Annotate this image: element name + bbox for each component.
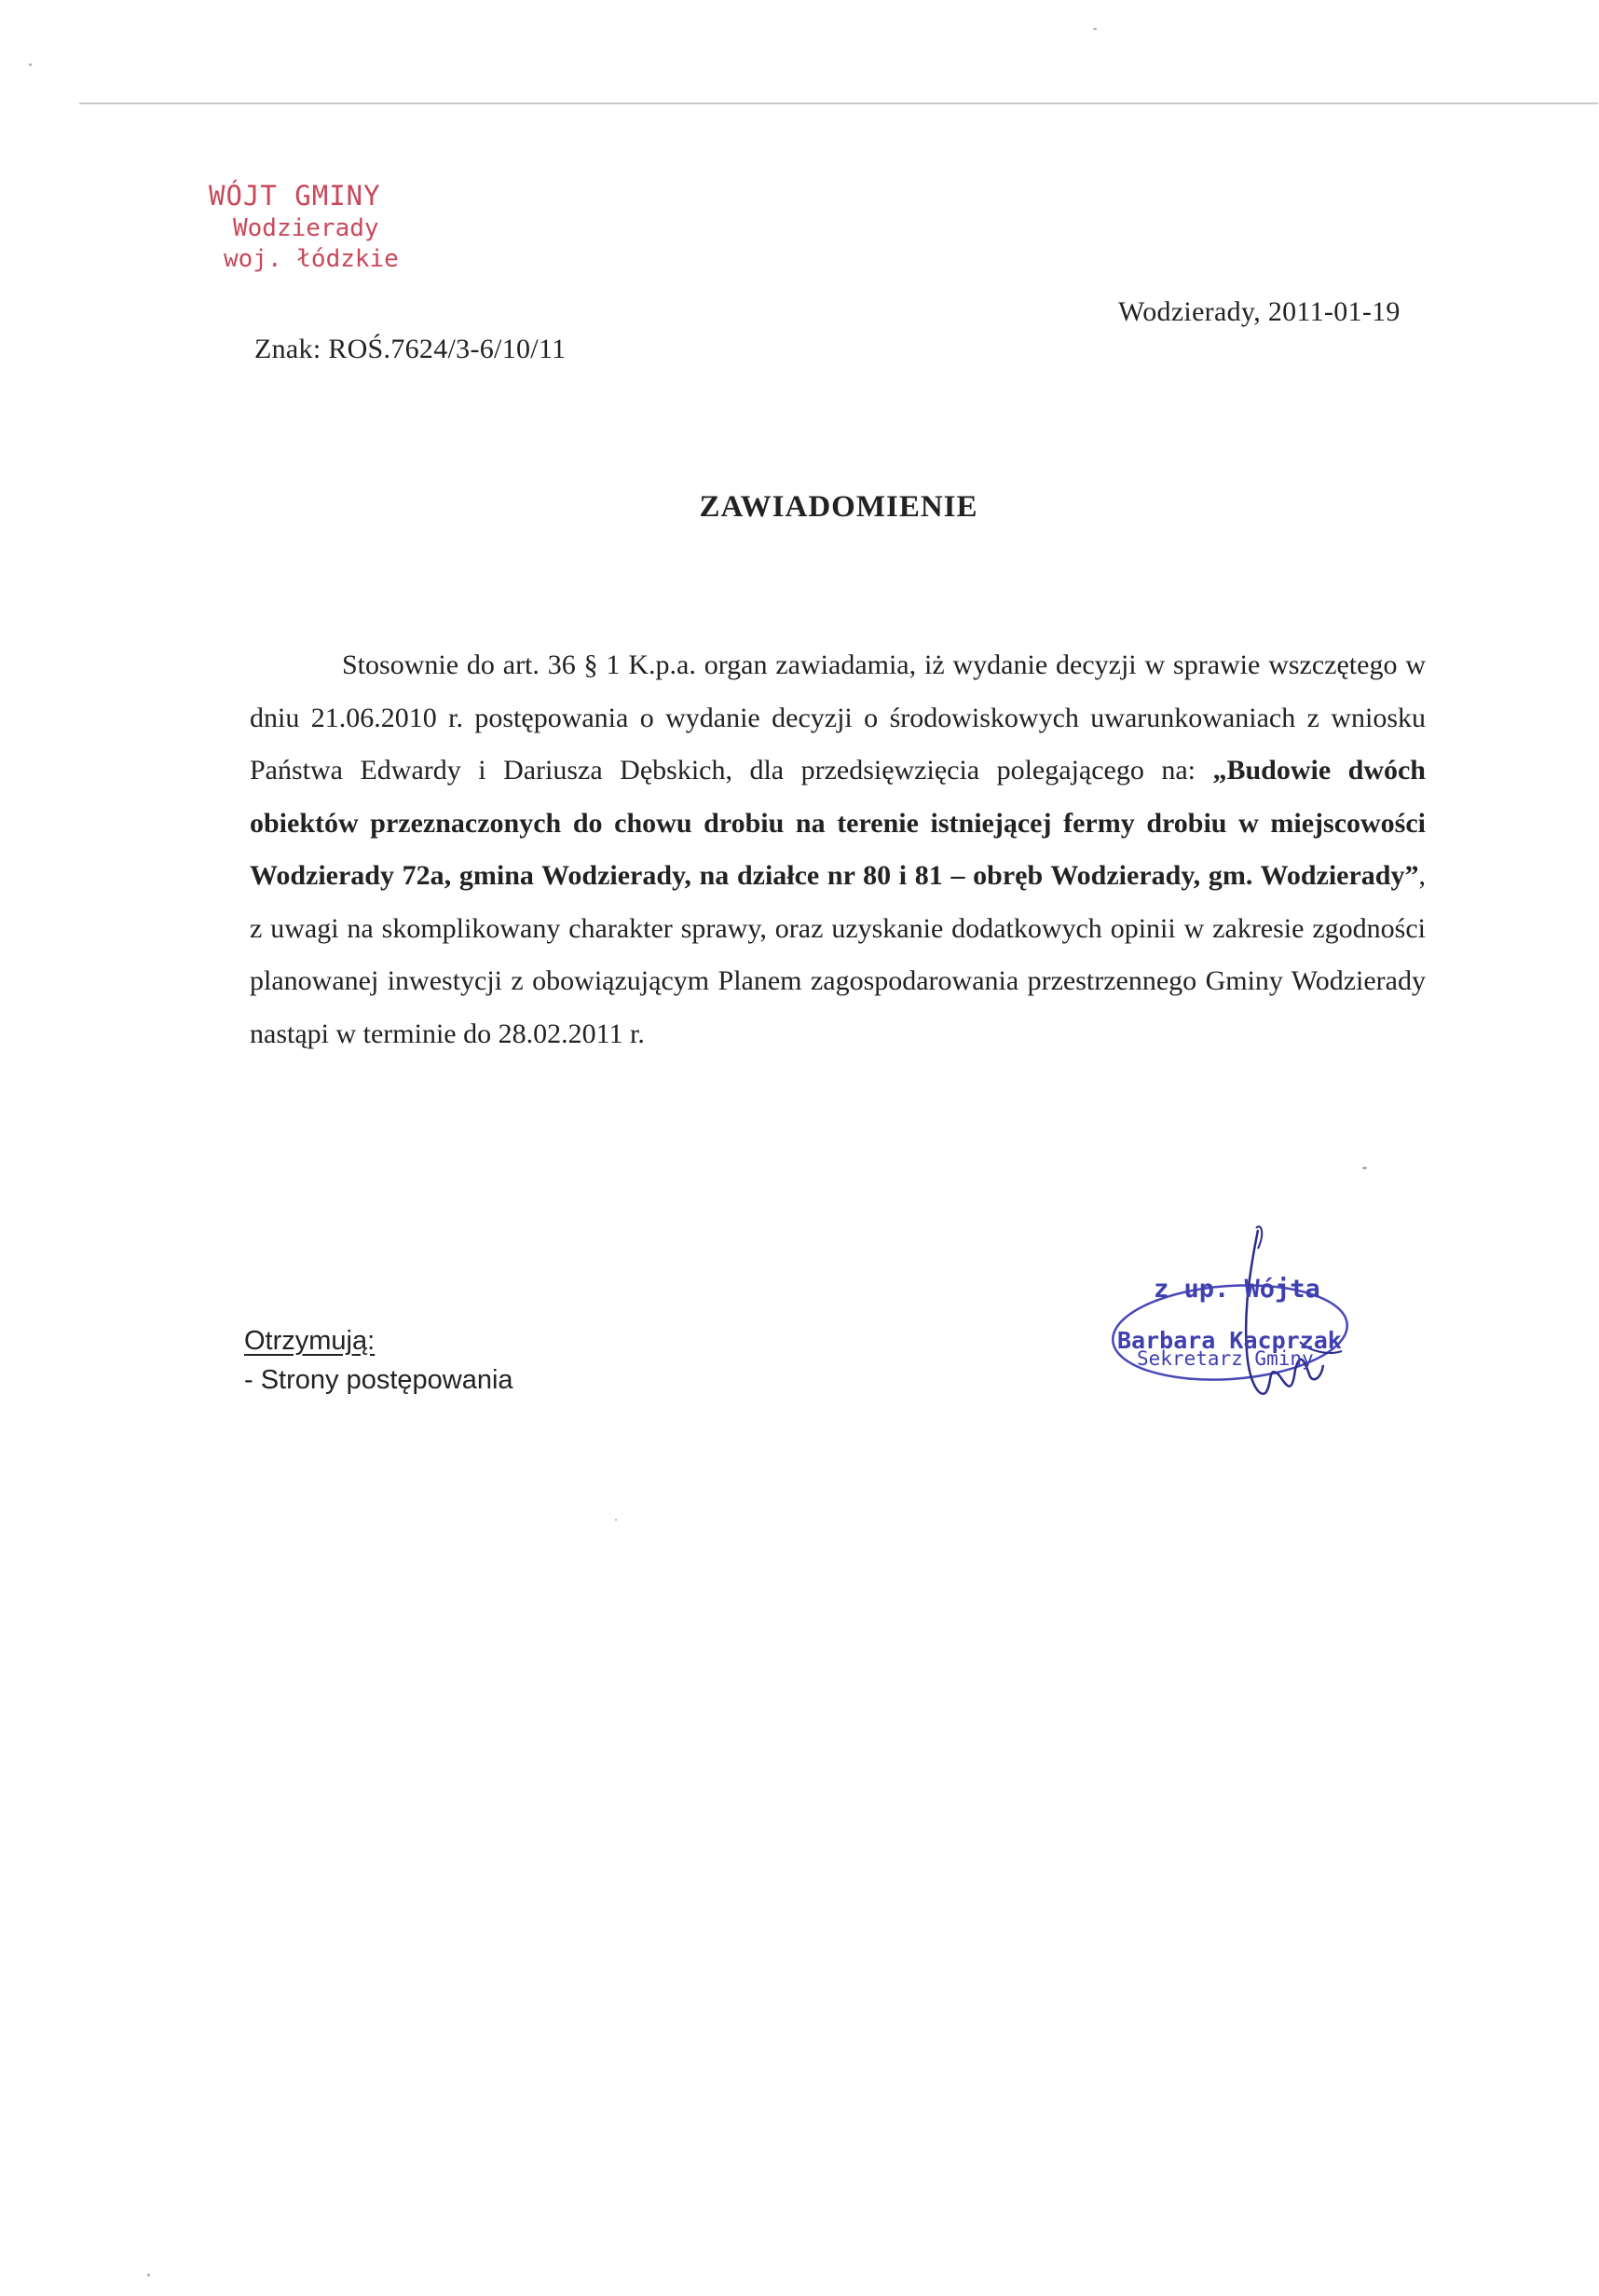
notice-body: [250, 639, 1426, 1060]
body-outro: , z uwagi na skomplikowany charakter sprawy, oraz uzyskanie dodatkowych opinii w zakresie zgodności planowanej inwestycji z obowiązującym Planem zagospodarowania przestrzennego Gminy Wodzierady nastąpi w terminie do 28.02.2011 r.: [250, 860, 1426, 1049]
body-intro: Stosownie do art. 36 § 1 K.p.a. organ zawiadamia, iż wydanie decyzji w sprawie wszczętego w dniu 21.06.2010 r. postępowania o wydanie decyzji o środowiskowych uwarunkowaniach z wniosku Państwa Edwardy i Dariusza Dębskich, dla przedsięwzięcia polegającego na:: [250, 649, 1426, 786]
scan-top-edge: [79, 102, 1598, 104]
issuer-stamp-line2: Wodzierady: [233, 214, 379, 243]
issuer-stamp: [203, 179, 464, 276]
signature-stamp-line1: z up. Wójta: [1154, 1275, 1320, 1304]
recipients-heading: Otrzymują:: [244, 1326, 376, 1356]
recipients-block: [244, 1321, 513, 1400]
signature-block: [1109, 1211, 1388, 1416]
project-subject: „Budowie dwóch obiektów przeznaczonych do chowu drobiu na terenie istniejącej fermy drobiu w miejscowości Wodzierady 72a, gmina Wodzierady, na działce nr 80 i 81 – obręb Wodzierady, gm. Wodzierady”: [250, 755, 1426, 891]
place-and-date: Wodzierady, 2011-01-19: [1118, 296, 1401, 327]
document-title: ZAWIADOMIENIE: [699, 490, 978, 524]
signature-stamp-drawing: [1109, 1211, 1388, 1416]
signature-stamp-line2: Barbara Kacprzak: [1117, 1327, 1342, 1354]
recipient-item: - Strony postępowania: [244, 1365, 513, 1395]
issuer-stamp-line1: WÓJT GMINY: [209, 180, 381, 212]
reference-number: Znak: ROŚ.7624/3-6/10/11: [254, 334, 567, 364]
issuer-stamp-line3: woj. łódzkie: [224, 245, 399, 274]
signature-stamp-line3: Sekretarz Gminy: [1137, 1347, 1314, 1370]
